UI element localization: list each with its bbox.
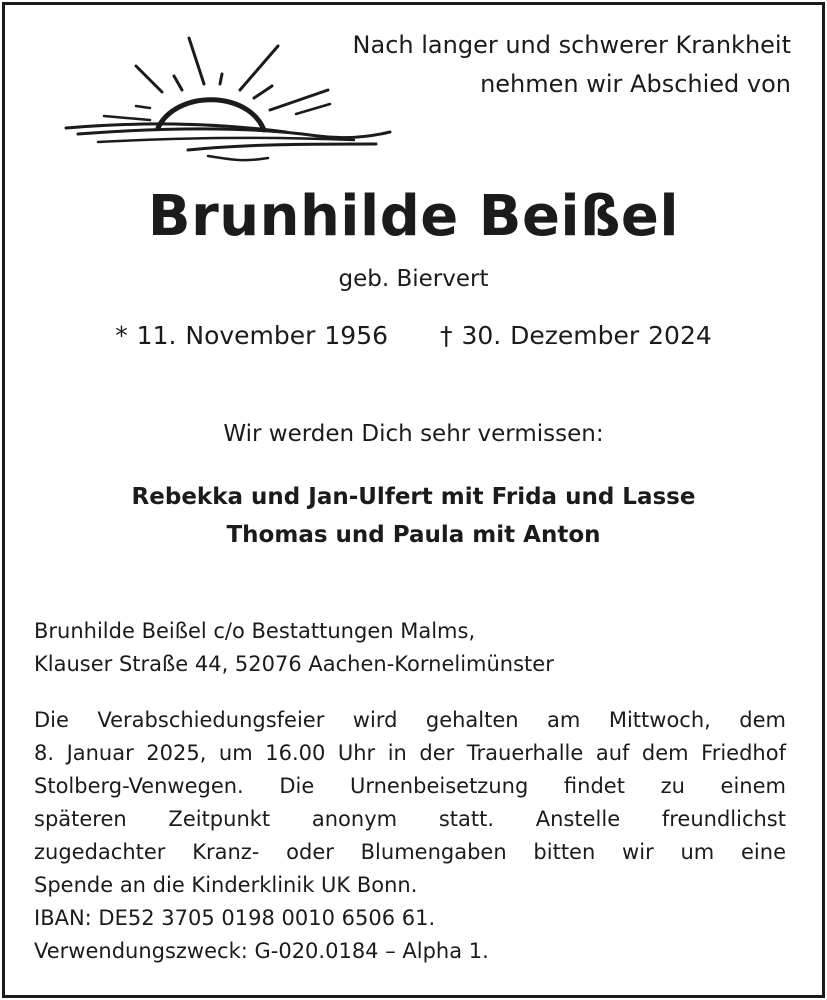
ceremony-line: zugedachter Kranz- oder Blumengaben bitten wir um eine <box>34 840 786 864</box>
intro-line-2: nehmen wir Abschied von <box>480 70 791 98</box>
ceremony-line: späteren Zeitpunkt anonym statt. Anstelle freundlichst <box>34 807 786 831</box>
ceremony-details <box>34 704 786 968</box>
life-dates <box>0 321 827 350</box>
payment-purpose: Verwendungszweck: G-020.0184 – Alpha 1. <box>34 939 489 963</box>
address-line-1: Brunhilde Beißel c/o Bestattungen Malms, <box>34 619 476 643</box>
sunset-icon <box>58 32 398 167</box>
family-line-1: Rebekka und Jan-Ulfert mit Frida und Lasse <box>131 484 696 510</box>
iban: IBAN: DE52 3705 0198 0010 6506 61. <box>34 906 436 930</box>
address-line-2: Klauser Straße 44, 52076 Aachen-Kornelimünster <box>34 652 554 676</box>
deceased-name: Brunhilde Beißel <box>147 184 680 249</box>
ceremony-line: Die Verabschiedungsfeier wird gehalten am Mittwoch, dem <box>34 708 786 732</box>
birth-date: * 11. November 1956 <box>115 321 389 350</box>
ceremony-line: Spende an die Kinderklinik UK Bonn. <box>34 873 418 897</box>
family-line-2: Thomas und Paula mit Anton <box>226 522 601 548</box>
ceremony-line: 8. Januar 2025, um 16.00 Uhr in der Trauerhalle auf dem Friedhof <box>34 741 786 765</box>
death-date: † 30. Dezember 2024 <box>440 321 712 350</box>
farewell-message: Wir werden Dich sehr vermissen: <box>223 421 604 447</box>
contact-address <box>34 615 554 681</box>
intro-line-1: Nach langer und schwerer Krankheit <box>352 31 791 59</box>
intro-text <box>353 26 791 104</box>
ceremony-line: Stolberg-Venwegen. Die Urnenbeisetzung findet zu einem <box>34 774 786 798</box>
family-names <box>0 478 827 554</box>
birth-name: geb. Biervert <box>338 266 489 292</box>
